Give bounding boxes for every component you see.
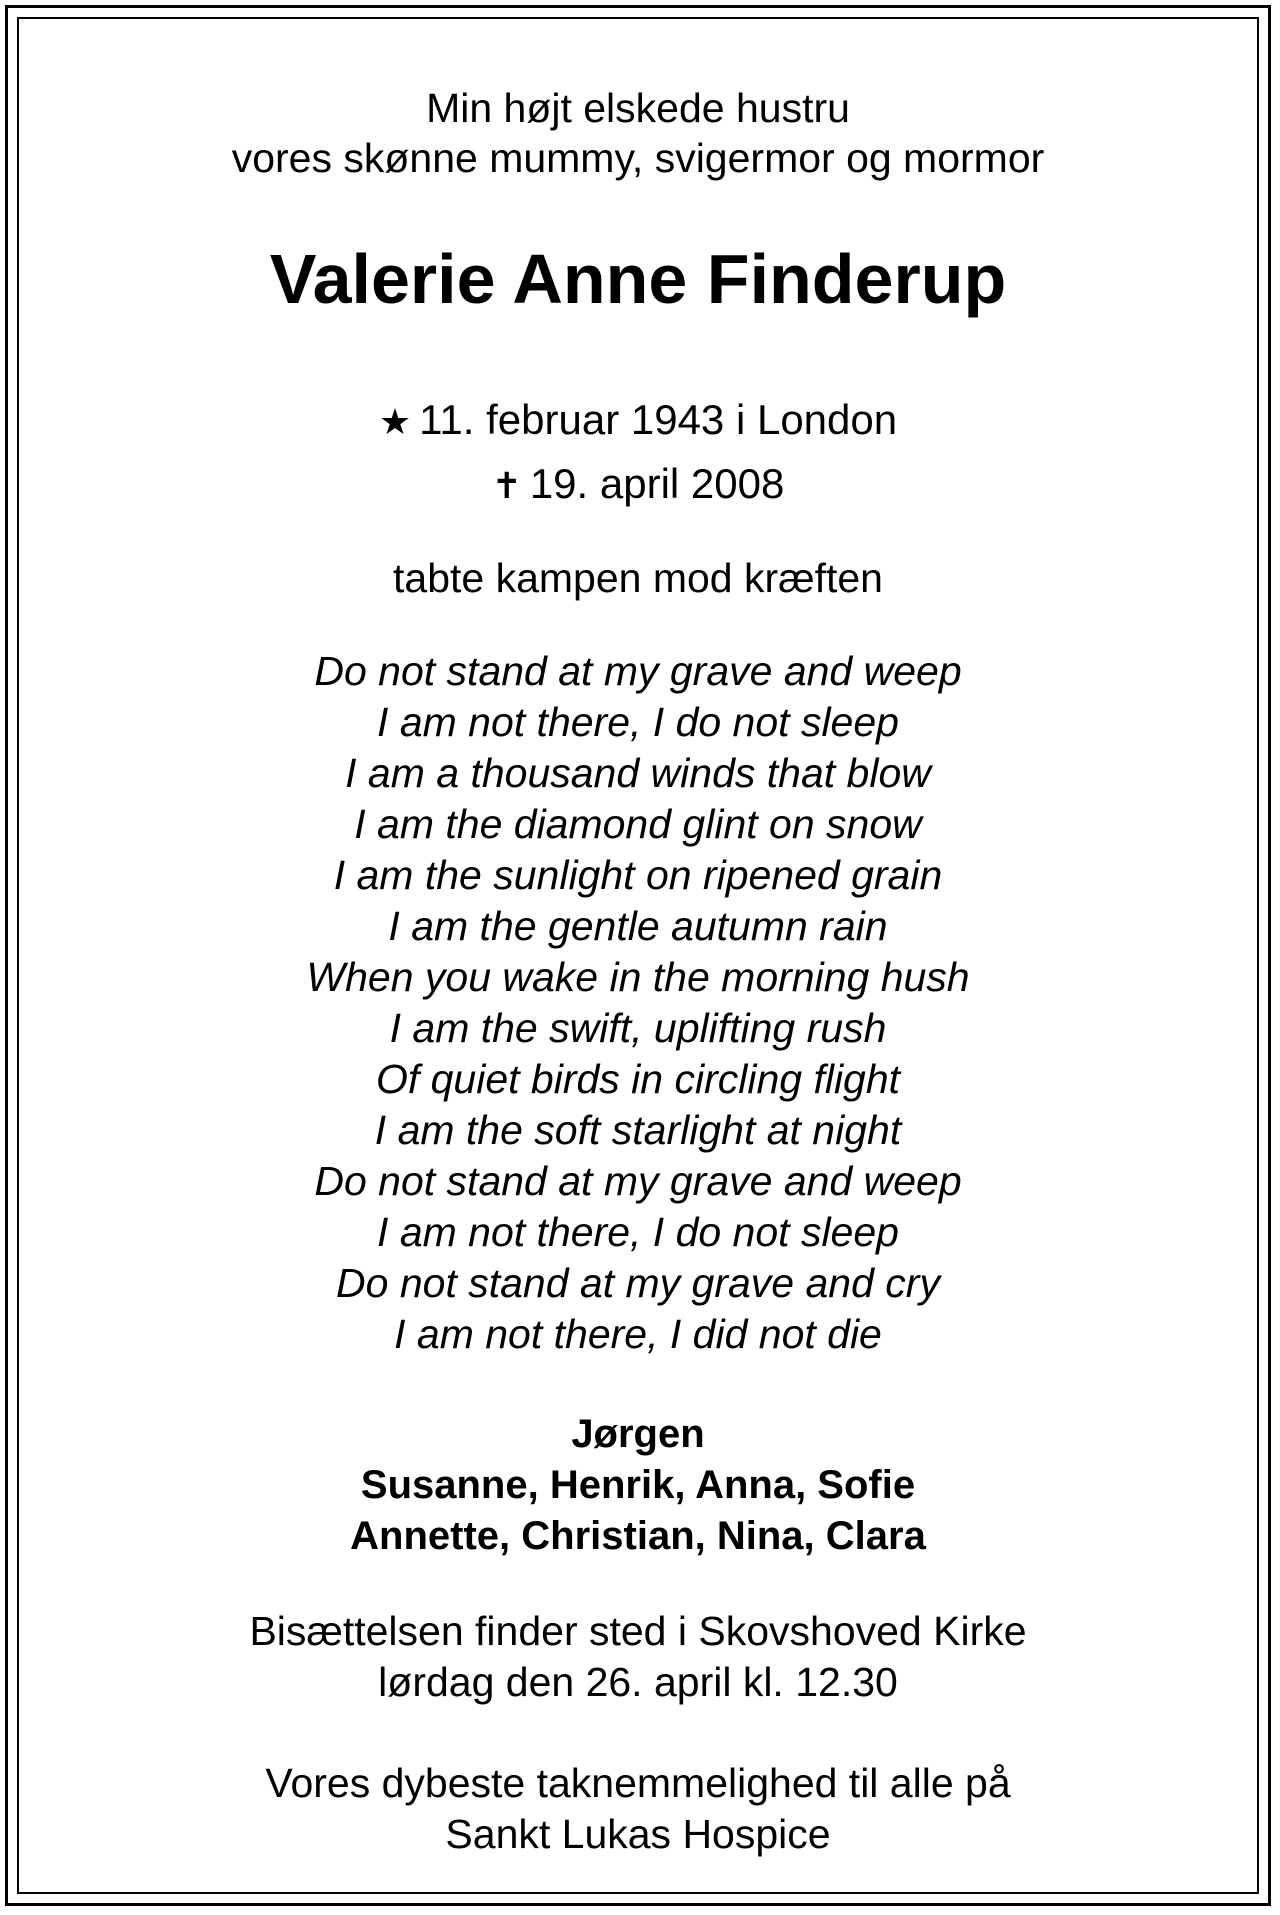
cross-icon: ✝ — [491, 465, 522, 506]
poem — [17, 646, 1259, 1360]
deceased-name: Valerie Anne Finderup — [269, 240, 1007, 318]
thanks-line-1: Vores dybeste taknemmelighed til alle på — [265, 1760, 1011, 1806]
thanks-line-2: Sankt Lukas Hospice — [445, 1811, 831, 1857]
life-dates — [17, 389, 1259, 517]
poem-line: Do not stand at my grave and cry — [336, 1260, 940, 1306]
birth-date: 11. februar 1943 i London — [419, 396, 898, 443]
death-date: 19. april 2008 — [529, 460, 785, 507]
star-icon: ★ — [378, 401, 412, 442]
poem-line: When you wake in the morning hush — [306, 954, 970, 1000]
intro-line-1: Min højt elskede hustru — [426, 85, 850, 131]
poem-line: Do not stand at my grave and weep — [314, 648, 962, 694]
family-names — [17, 1409, 1259, 1562]
poem-line: I am not there, I do not sleep — [377, 699, 899, 745]
poem-line: I am the sunlight on ripened grain — [333, 852, 943, 898]
funeral-line-1: Bisættelsen finder sted i Skovshoved Kirke — [249, 1608, 1027, 1654]
family-line: Jørgen — [571, 1412, 705, 1456]
poem-line: I am the soft starlight at night — [374, 1107, 902, 1153]
family-line: Susanne, Henrik, Anna, Sofie — [360, 1463, 916, 1507]
thanks-text — [17, 1758, 1259, 1860]
poem-line: Do not stand at my grave and weep — [314, 1158, 962, 1204]
poem-line: I am not there, I did not die — [394, 1311, 882, 1357]
intro-line-2: vores skønne mummy, svigermor og mormor — [231, 135, 1045, 181]
cause-text: tabte kampen mod kræften — [393, 555, 883, 601]
poem-line: I am the swift, uplifting rush — [389, 1005, 887, 1051]
family-line: Annette, Christian, Nina, Clara — [350, 1514, 926, 1558]
funeral-line-2: lørdag den 26. april kl. 12.30 — [378, 1659, 898, 1705]
poem-line: I am a thousand winds that blow — [345, 750, 931, 796]
poem-line: I am the diamond glint on snow — [354, 801, 922, 847]
intro-text — [17, 83, 1259, 183]
poem-line: I am not there, I do not sleep — [377, 1209, 899, 1255]
funeral-info — [17, 1606, 1259, 1708]
birth-line — [17, 389, 1259, 453]
poem-line: Of quiet birds in circling flight — [375, 1056, 901, 1102]
poem-line: I am the gentle autumn rain — [388, 903, 888, 949]
death-line — [17, 453, 1259, 517]
